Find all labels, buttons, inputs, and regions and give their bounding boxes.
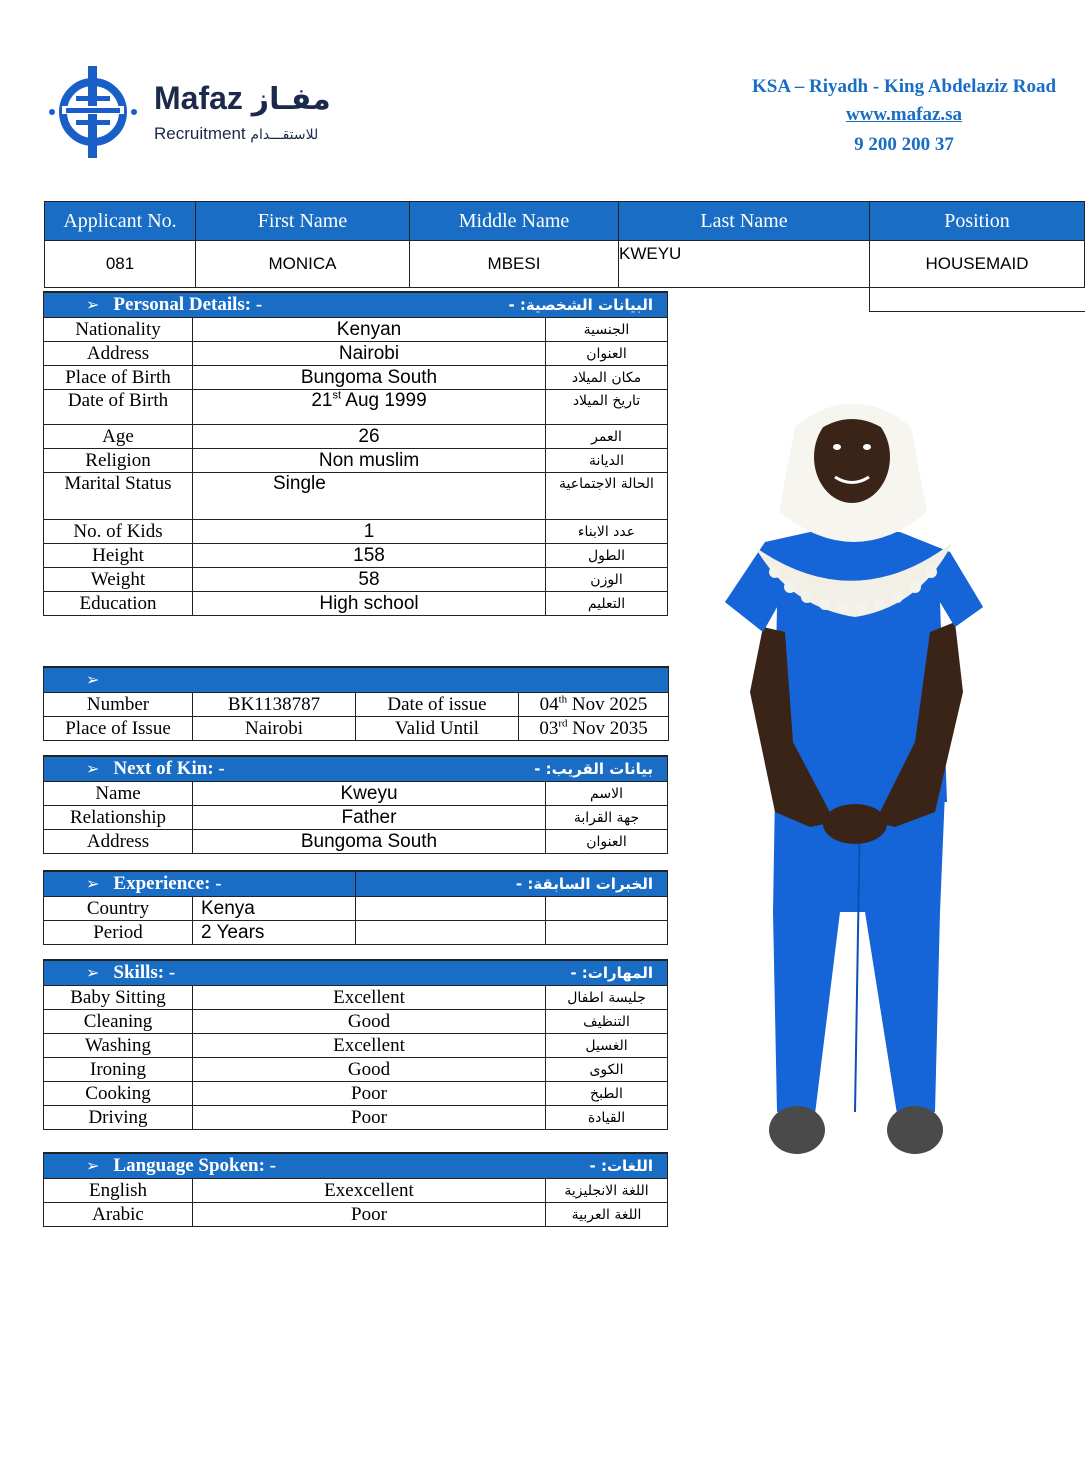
skill-row-ar: التنظيف bbox=[546, 1010, 668, 1034]
experience-row-value: Kenya bbox=[193, 897, 356, 921]
personal-row-ar: الجنسية bbox=[546, 318, 668, 342]
skill-row-ar: الغسيل bbox=[546, 1034, 668, 1058]
personal-row-value: Bungoma South bbox=[193, 366, 546, 390]
personal-row-ar: الديانة bbox=[546, 449, 668, 473]
kin-row-ar: العنوان bbox=[546, 830, 668, 854]
skill-row-value: Excellent bbox=[193, 986, 546, 1010]
last-name-value: KWEYU bbox=[619, 241, 870, 288]
contact-block bbox=[730, 76, 1078, 162]
kin-row-value: Kweyu bbox=[193, 782, 546, 806]
skill-row-ar: جليسة اطفال bbox=[546, 986, 668, 1010]
personal-row-label: Marital Status bbox=[44, 473, 193, 520]
arrow-icon: ➢ bbox=[86, 295, 100, 314]
language-row-value: Exexcellent bbox=[193, 1179, 546, 1203]
personal-row-label: Education bbox=[44, 592, 193, 616]
languages-title bbox=[44, 1153, 546, 1179]
dob-rest: Aug 1999 bbox=[341, 390, 427, 411]
header-first-name: First Name bbox=[196, 202, 410, 241]
contact-phone: 9 200 200 37 bbox=[854, 134, 954, 155]
languages-table bbox=[43, 1152, 668, 1227]
passport-number-label: Number bbox=[44, 693, 193, 717]
personal-title-ar: البيانات الشخصية: - bbox=[546, 292, 668, 318]
personal-row-value: Non muslim bbox=[193, 449, 546, 473]
kin-row-label: Name bbox=[44, 782, 193, 806]
header-last-name: Last Name bbox=[619, 202, 870, 241]
logo-tagline-en: Recruitment bbox=[154, 124, 246, 143]
skill-row-value: Poor bbox=[193, 1106, 546, 1130]
arrow-icon: ➢ bbox=[86, 1156, 100, 1175]
dob-suffix: st bbox=[332, 389, 342, 402]
arrow-icon: ➢ bbox=[86, 963, 100, 982]
valid-rest: Nov 2035 bbox=[567, 717, 648, 739]
issue-rest: Nov 2025 bbox=[567, 693, 648, 715]
personal-row-label: No. of Kids bbox=[44, 520, 193, 544]
position-value: HOUSEMAID bbox=[870, 241, 1085, 288]
experience-title-en: Experience: - bbox=[113, 873, 222, 894]
experience-empty-cell bbox=[356, 921, 546, 945]
experience-empty-cell bbox=[546, 897, 668, 921]
kin-row-ar: الاسم bbox=[546, 782, 668, 806]
personal-row-ar: الوزن bbox=[546, 568, 668, 592]
skill-row-value: Excellent bbox=[193, 1034, 546, 1058]
experience-row-label: Period bbox=[44, 921, 193, 945]
skills-title-ar: المهارات: - bbox=[546, 960, 668, 986]
kin-row-value: Bungoma South bbox=[193, 830, 546, 854]
logo-name bbox=[154, 80, 331, 117]
personal-row-ar: التعليم bbox=[546, 592, 668, 616]
logo-mark-icon bbox=[48, 62, 138, 162]
personal-row-label: Height bbox=[44, 544, 193, 568]
personal-row-ar: الحالة الاجتماعية bbox=[546, 473, 668, 520]
passport-issue-date-label: Date of issue bbox=[356, 693, 519, 717]
experience-title bbox=[44, 871, 356, 897]
applicant-no-value: 081 bbox=[45, 241, 196, 288]
skill-row-value: Good bbox=[193, 1010, 546, 1034]
personal-row-ar: عدد الابناء bbox=[546, 520, 668, 544]
personal-row-value: Kenyan bbox=[193, 318, 546, 342]
skill-row-label: Cleaning bbox=[44, 1010, 193, 1034]
company-logo bbox=[48, 62, 348, 162]
personal-row-ar: تاريخ الميلاد bbox=[546, 390, 668, 425]
logo-name-en: Mafaz bbox=[154, 80, 243, 116]
skill-row-ar: الكوى bbox=[546, 1058, 668, 1082]
passport-place-label: Place of Issue bbox=[44, 717, 193, 741]
personal-row-label: Nationality bbox=[44, 318, 193, 342]
header-middle-name: Middle Name bbox=[410, 202, 619, 241]
personal-row-label: Place of Birth bbox=[44, 366, 193, 390]
header-applicant-no: Applicant No. bbox=[45, 202, 196, 241]
kin-title-ar: بيانات القريب: - bbox=[546, 756, 668, 782]
personal-row-ar: الطول bbox=[546, 544, 668, 568]
passport-valid-value bbox=[519, 717, 669, 741]
personal-row-value: 26 bbox=[193, 425, 546, 449]
arrow-icon: ➢ bbox=[86, 759, 100, 778]
personal-details-table bbox=[43, 291, 668, 616]
logo-tagline bbox=[154, 124, 318, 144]
language-row-value: Poor bbox=[193, 1203, 546, 1227]
kin-title bbox=[44, 756, 546, 782]
valid-day: 03 bbox=[539, 717, 559, 739]
personal-row-ar: العمر bbox=[546, 425, 668, 449]
skill-row-label: Washing bbox=[44, 1034, 193, 1058]
personal-row-ar: العنوان bbox=[546, 342, 668, 366]
contact-address: KSA – Riyadh - King Abdelaziz Road bbox=[751, 76, 1057, 97]
personal-row-label: Religion bbox=[44, 449, 193, 473]
experience-table bbox=[43, 870, 668, 945]
language-row-ar: اللغة العربية bbox=[546, 1203, 668, 1227]
skill-row-label: Driving bbox=[44, 1106, 193, 1130]
valid-suffix: rd bbox=[558, 717, 568, 730]
first-name-value: MONICA bbox=[196, 241, 410, 288]
personal-row-ar: مكان الميلاد bbox=[546, 366, 668, 390]
personal-title-en: Personal Details: - bbox=[113, 294, 263, 315]
personal-row-label: Weight bbox=[44, 568, 193, 592]
kin-row-label: Address bbox=[44, 830, 193, 854]
skill-row-value: Poor bbox=[193, 1082, 546, 1106]
skill-row-label: Cooking bbox=[44, 1082, 193, 1106]
personal-row-label: Date of Birth bbox=[44, 390, 193, 425]
skill-row-label: Ironing bbox=[44, 1058, 193, 1082]
issue-suffix: th bbox=[558, 693, 568, 706]
personal-row-label: Age bbox=[44, 425, 193, 449]
personal-row-label: Address bbox=[44, 342, 193, 366]
skill-row-value: Good bbox=[193, 1058, 546, 1082]
kin-row-ar: جهة القرابة bbox=[546, 806, 668, 830]
kin-title-en: Next of Kin: - bbox=[113, 758, 225, 779]
experience-title-ar: الخبرات السابقة: - bbox=[356, 871, 668, 897]
passport-table bbox=[43, 666, 669, 741]
personal-row-value: 1 bbox=[193, 520, 546, 544]
experience-empty-cell bbox=[356, 897, 546, 921]
passport-place-value: Nairobi bbox=[193, 717, 356, 741]
personal-details-title bbox=[44, 292, 546, 318]
experience-row-label: Country bbox=[44, 897, 193, 921]
arrow-icon: ➢ bbox=[86, 874, 100, 893]
personal-row-value: 58 bbox=[193, 568, 546, 592]
personal-row-value: High school bbox=[193, 592, 546, 616]
skill-row-label: Baby Sitting bbox=[44, 986, 193, 1010]
personal-row-value: Nairobi bbox=[193, 342, 546, 366]
passport-number-value: BK1138787 bbox=[193, 693, 356, 717]
next-of-kin-table bbox=[43, 755, 668, 854]
personal-row-value: Single bbox=[193, 473, 546, 520]
arrow-icon: ➢ bbox=[86, 670, 100, 689]
header-position: Position bbox=[870, 202, 1085, 241]
skill-row-ar: الطبخ bbox=[546, 1082, 668, 1106]
personal-row-value: 158 bbox=[193, 544, 546, 568]
skill-row-ar: القيادة bbox=[546, 1106, 668, 1130]
issue-day: 04 bbox=[539, 693, 559, 715]
languages-title-ar: اللغات: - bbox=[546, 1153, 668, 1179]
dob-day: 21 bbox=[311, 390, 333, 411]
logo-name-ar: مفـاز bbox=[251, 82, 331, 117]
languages-title-en: Language Spoken: - bbox=[113, 1155, 277, 1176]
language-row-label: Arabic bbox=[44, 1203, 193, 1227]
skills-table bbox=[43, 959, 668, 1130]
skills-title-en: Skills: - bbox=[113, 962, 176, 983]
passport-title bbox=[44, 667, 669, 693]
language-row-ar: اللغة الانجليزية bbox=[546, 1179, 668, 1203]
applicant-photo bbox=[715, 392, 990, 1182]
kin-row-value: Father bbox=[193, 806, 546, 830]
passport-valid-label: Valid Until bbox=[356, 717, 519, 741]
experience-empty-cell bbox=[546, 921, 668, 945]
contact-website[interactable]: www.mafaz.sa bbox=[845, 104, 963, 125]
date-of-birth-value bbox=[193, 390, 546, 425]
logo-tagline-ar: للاستقـــدام bbox=[250, 127, 319, 143]
middle-name-value: MBESI bbox=[410, 241, 619, 288]
experience-row-value: 2 Years bbox=[193, 921, 356, 945]
applicant-summary-table bbox=[44, 201, 1085, 288]
language-row-label: English bbox=[44, 1179, 193, 1203]
kin-row-label: Relationship bbox=[44, 806, 193, 830]
skills-title bbox=[44, 960, 546, 986]
passport-issue-date-value bbox=[519, 693, 669, 717]
position-cell-extension bbox=[869, 287, 1085, 312]
